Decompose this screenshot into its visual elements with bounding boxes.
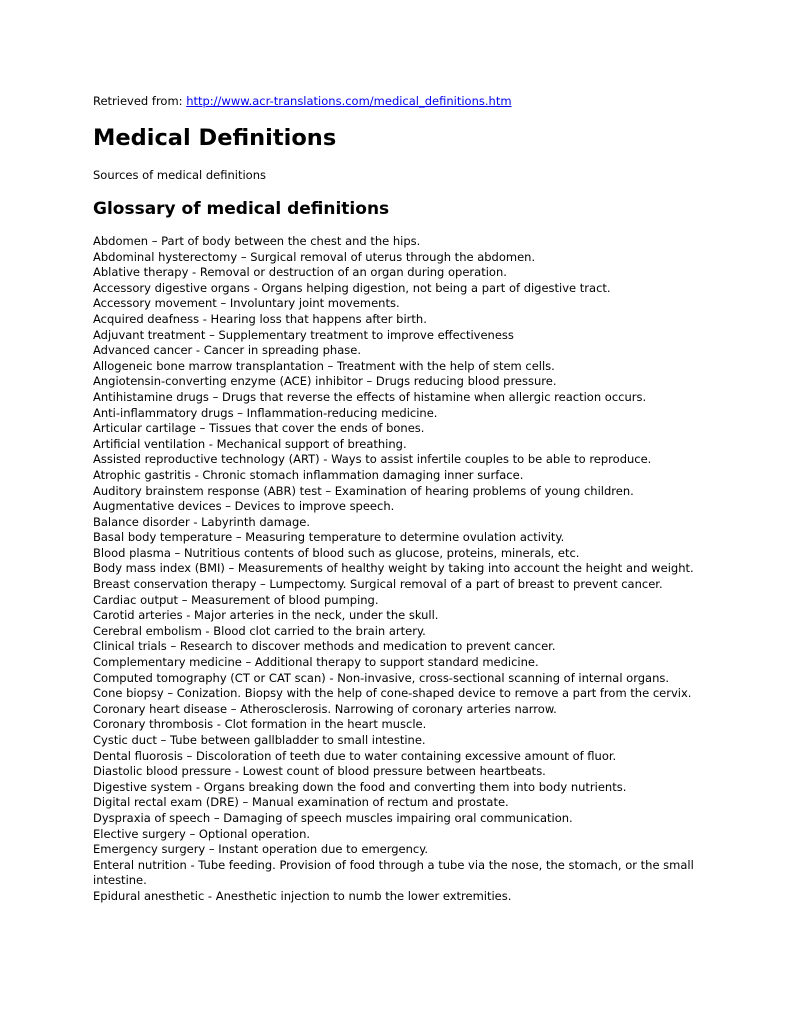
- definition-item: Augmentative devices – Devices to improve speech.: [93, 499, 395, 514]
- definition-item: Auditory brainstem response (ABR) test – Examination of hearing problems of young children.: [93, 483, 634, 498]
- definition-item: Emergency surgery – Instant operation due to emergency.: [93, 842, 429, 857]
- document-page: [93, 93, 703, 903]
- glossary-heading: Glossary of medical definitions: [93, 199, 390, 219]
- definition-item: Abdominal hysterectomy – Surgical removal of uterus through the abdomen.: [93, 249, 536, 264]
- definition-item: Epidural anesthetic - Anesthetic injection to numb the lower extremities.: [93, 888, 512, 903]
- definition-item: Assisted reproductive technology (ART) - Ways to assist infertile couples to be able to reproduce.: [93, 452, 652, 467]
- definition-item: Abdomen – Part of body between the chest and the hips.: [93, 234, 421, 248]
- definition-item: Ablative therapy - Removal or destruction of an organ during operation.: [93, 265, 507, 280]
- definition-item: Advanced cancer - Cancer in spreading phase.: [93, 343, 361, 358]
- definition-item: Accessory digestive organs - Organs helping digestion, not being a part of digestive tract.: [93, 280, 611, 295]
- definition-item: Carotid arteries - Major arteries in the neck, under the skull.: [93, 608, 439, 623]
- definition-item: Articular cartilage – Tissues that cover the ends of bones.: [93, 421, 425, 436]
- definition-item: Elective surgery – Optional operation.: [93, 826, 311, 841]
- definition-item: Digital rectal exam (DRE) – Manual examination of rectum and prostate.: [93, 795, 509, 810]
- definition-item: Dental fluorosis – Discoloration of teeth due to water containing excessive amount of fluor.: [93, 748, 617, 763]
- definition-item: Cerebral embolism - Blood clot carried to the brain artery.: [93, 623, 426, 638]
- definition-item: Coronary heart disease – Atherosclerosis. Narrowing of coronary arteries narrow.: [93, 701, 557, 716]
- definition-item: Digestive system - Organs breaking down the food and converting them into body nutrients.: [93, 779, 627, 794]
- definition-item: Adjuvant treatment – Supplementary treatment to improve effectiveness: [93, 327, 514, 342]
- definition-item: Anti-inflammatory drugs – Inflammation-reducing medicine.: [93, 405, 438, 420]
- definition-item: Diastolic blood pressure - Lowest count of blood pressure between heartbeats.: [93, 764, 546, 779]
- definition-item: Dyspraxia of speech – Damaging of speech muscles impairing oral communication.: [93, 810, 573, 825]
- definition-item: Allogeneic bone marrow transplantation – Treatment with the help of stem cells.: [93, 358, 555, 373]
- definition-item: Atrophic gastritis - Chronic stomach inflammation damaging inner surface.: [93, 467, 524, 482]
- glossary-list: [93, 234, 703, 905]
- definition-item: Clinical trials – Research to discover methods and medication to prevent cancer.: [93, 639, 556, 654]
- definition-item: Acquired deafness - Hearing loss that happens after birth.: [93, 311, 427, 326]
- definition-item: Breast conservation therapy – Lumpectomy. Surgical removal of a part of breast to prevent cancer.: [93, 577, 663, 592]
- definition-item: Body mass index (BMI) – Measurements of healthy weight by taking into account the height and weight.: [93, 561, 694, 576]
- definition-item: Enteral nutrition - Tube feeding. Provision of food through a tube via the nose, the stomach, or the small intestine.: [93, 857, 694, 888]
- definition-item: Angiotensin-converting enzyme (ACE) inhibitor – Drugs reducing blood pressure.: [93, 374, 557, 389]
- definition-item: Coronary thrombosis - Clot formation in the heart muscle.: [93, 717, 427, 732]
- definition-item: Blood plasma – Nutritious contents of blood such as glucose, proteins, minerals, etc.: [93, 545, 580, 560]
- definition-item: Artificial ventilation - Mechanical support of breathing.: [93, 436, 407, 451]
- retrieved-from-line: [93, 93, 703, 109]
- retrieved-prefix: Retrieved from:: [93, 94, 187, 108]
- definition-item: Computed tomography (CT or CAT scan) - Non-invasive, cross-sectional scanning of internal organs.: [93, 670, 670, 685]
- definition-item: Basal body temperature – Measuring temperature to determine ovulation activity.: [93, 530, 565, 545]
- source-link[interactable]: http://www.acr-translations.com/medical_definitions.htm: [186, 94, 512, 108]
- definition-item: Complementary medicine – Additional therapy to support standard medicine.: [93, 655, 539, 670]
- definition-item: Cardiac output – Measurement of blood pumping.: [93, 592, 379, 607]
- definition-item: Cystic duct – Tube between gallbladder to small intestine.: [93, 733, 426, 747]
- definition-item: Cone biopsy – Conization. Biopsy with the help of cone-shaped device to remove a part from the cervix.: [93, 686, 692, 701]
- page-title: Medical Definitions: [93, 125, 337, 151]
- definition-item: Antihistamine drugs – Drugs that reverse the effects of histamine when allergic reaction occurs.: [93, 389, 647, 404]
- sources-text: Sources of medical definitions: [93, 168, 266, 182]
- definition-item: Balance disorder - Labyrinth damage.: [93, 514, 310, 529]
- definition-item: Accessory movement – Involuntary joint movements.: [93, 296, 400, 311]
